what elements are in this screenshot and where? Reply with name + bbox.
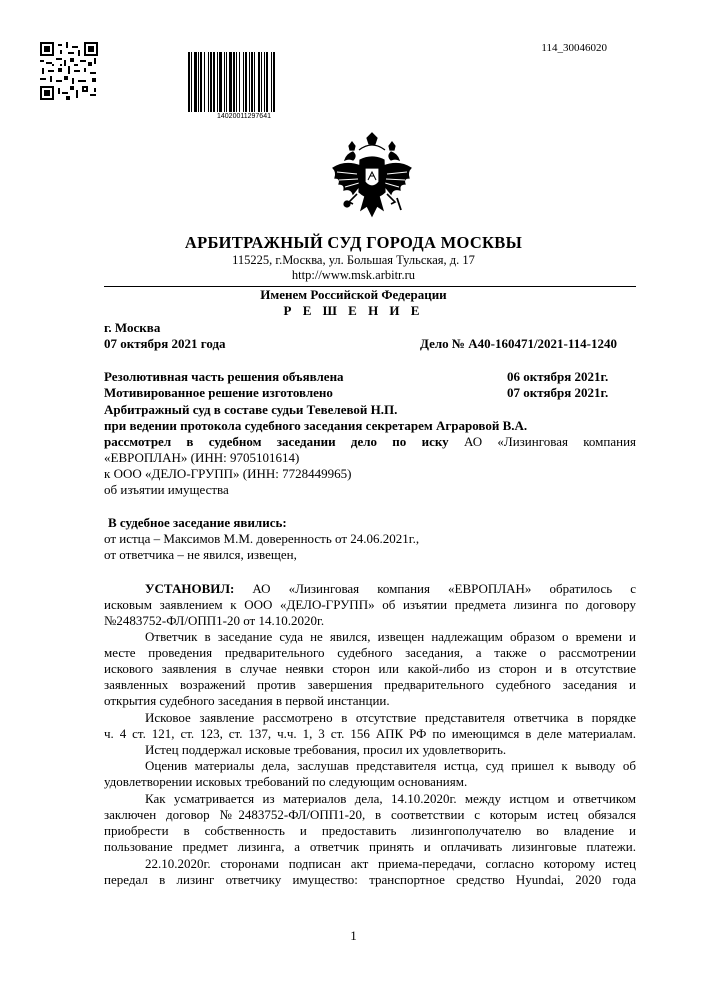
barcode-bar bbox=[239, 52, 240, 112]
coat-of-arms-icon bbox=[327, 132, 417, 224]
defendant-line: к ООО «ДЕЛО-ГРУПП» (ИНН: 7728449965) bbox=[104, 466, 352, 481]
body-line-13: удовлетворении исковых требований по следующим основаниям. bbox=[104, 774, 468, 789]
resolution-label: Резолютивная часть решения объявлена bbox=[104, 369, 344, 384]
barcode-bar bbox=[188, 52, 190, 112]
page-number: 1 bbox=[350, 928, 357, 943]
secretary-line: при ведении протокола судебного заседания секретарем Аграровой В.А. bbox=[104, 418, 528, 433]
barcode-bar bbox=[200, 52, 202, 112]
body-line-19: передал в лизинг ответчику имущество: транспортное средство Hyundai, 2020 года bbox=[104, 872, 636, 887]
established-label: УСТАНОВИЛ: bbox=[145, 581, 235, 596]
body-line-5: месте проведения предварительного судебного заседания, а также о рассмотрении bbox=[104, 645, 636, 660]
court-url: http://www.msk.arbitr.ru bbox=[291, 268, 416, 282]
barcode-bar bbox=[204, 52, 205, 112]
in-the-name-heading: Именем Российской Федерации bbox=[260, 287, 447, 302]
barcode-bar bbox=[261, 52, 262, 112]
barcode-bar bbox=[191, 52, 192, 112]
barcode-bar bbox=[254, 52, 255, 112]
considered-line bbox=[104, 434, 636, 450]
body-line-7: заявленных возражений против завершения предварительного судебного заседания и bbox=[104, 677, 636, 692]
barcode-bar bbox=[264, 52, 265, 112]
barcode-bar bbox=[233, 52, 235, 112]
body-line-1: УСТАНОВИЛ: АО «Лизинговая компания «ЕВРОПЛАН» обратилось с bbox=[145, 581, 636, 596]
barcode-bar bbox=[251, 52, 253, 112]
barcode-bar bbox=[194, 52, 197, 112]
barcode-bar bbox=[236, 52, 237, 112]
plaintiff-line: «ЕВРОПЛАН» (ИНН: 9705101614) bbox=[104, 450, 300, 465]
barcode-bar bbox=[266, 52, 268, 112]
body-line-10: ч. 4 ст. 121, ст. 123, ст. 137, ч.ч. 1, 3 ст. 156 АПК РФ по имеющимся в деле материалам. bbox=[104, 726, 636, 741]
body-line-17: пользование предмет лизинга, а ответчик принять и оплачивать лизинговые платежи. bbox=[104, 839, 636, 854]
court-name: АРБИТРАЖНЫЙ СУД ГОРОДА МОСКВЫ bbox=[184, 233, 523, 252]
decision-date: 07 октября 2021 года bbox=[104, 336, 226, 351]
body-line-4: Ответчик в заседание суда не явился, извещен надлежащим образом о времени и bbox=[145, 629, 636, 644]
body-line-15: заключен договор №2483752-ФЛ/ОПП1-20, в соответствии с которым истец обязался bbox=[104, 807, 636, 822]
barcode-bar bbox=[217, 52, 218, 112]
body-line-2: исковым заявлением к ООО «ДЕЛО-ГРУПП» об изъятии предмета лизинга по договору bbox=[104, 597, 636, 612]
body-line-8: открытия судебного заседания в первой инстанции. bbox=[104, 693, 390, 708]
body-line-18: 22.10.2020г. сторонами подписан акт приема-передачи, согласно которому истец bbox=[145, 856, 636, 871]
barcode-bar bbox=[219, 52, 222, 112]
qr-code bbox=[40, 42, 98, 100]
barcode-bar bbox=[245, 52, 247, 112]
body-line-3: №2483752-ФЛ/ОПП1-20 от 14.10.2020г. bbox=[104, 613, 325, 628]
attendance-plaintiff: от истца – Максимов М.М. доверенность от 24.06.2021г., bbox=[104, 531, 420, 546]
barcode-bar bbox=[273, 52, 275, 112]
subject-line: об изъятии имущества bbox=[104, 482, 229, 497]
barcode-bar bbox=[198, 52, 199, 112]
reasoned-label: Мотивированное решение изготовлено bbox=[104, 385, 333, 400]
court-address: 115225, г.Москва, ул. Большая Тульская, д. 17 bbox=[232, 253, 475, 267]
barcode-bar bbox=[210, 52, 212, 112]
resolution-date: 06 октября 2021г. bbox=[507, 369, 609, 384]
city: г. Москва bbox=[104, 320, 161, 335]
body-line-9: Исковое заявление рассмотрено в отсутствие представителя ответчика в порядке bbox=[145, 710, 636, 725]
considered-bold: рассмотрел в судебном заседании дело по иску bbox=[104, 434, 449, 449]
document-id: 114_30046020 bbox=[541, 42, 607, 54]
barcode-bar bbox=[258, 52, 260, 112]
judge-line: Арбитражный суд в составе судьи Тевелевой Н.П. bbox=[104, 402, 398, 417]
barcode-bar bbox=[243, 52, 244, 112]
barcode-bar bbox=[249, 52, 250, 112]
attendance-heading: В судебное заседание явились: bbox=[108, 515, 287, 530]
body-line-12: Оценив материалы дела, заслушав представителя истца, суд пришел к выводу об bbox=[145, 758, 636, 773]
reasoned-date: 07 октября 2021г. bbox=[507, 385, 609, 400]
case-number: Дело № А40-160471/2021-114-1240 bbox=[420, 336, 617, 351]
body-line-6: искового заявления в случае неявки сторон или какой-либо из сторон и в отсутствие bbox=[104, 661, 636, 676]
body-line-14: Как усматривается из материалов дела, 14.10.2020г. между истцом и ответчиком bbox=[145, 791, 636, 806]
barcode-bar bbox=[271, 52, 272, 112]
barcode bbox=[188, 52, 300, 112]
body-line-16: приобрести в собственность и предоставить лизингополучателю во владение и bbox=[104, 823, 636, 838]
attendance-defendant: от ответчика – не явился, извещен, bbox=[104, 547, 297, 562]
barcode-bar bbox=[208, 52, 209, 112]
decision-heading: Р Е Ш Е Н И Е bbox=[283, 303, 424, 318]
barcode-bar bbox=[226, 52, 227, 112]
barcode-number: 14020011297641 bbox=[217, 113, 271, 120]
barcode-bar bbox=[229, 52, 232, 112]
considered-rest: АО «Лизинговая компания bbox=[448, 434, 637, 449]
barcode-bar bbox=[213, 52, 215, 112]
body-line-11: Истец поддержал исковые требования, просил их удовлетворить. bbox=[145, 742, 507, 757]
barcode-bar bbox=[224, 52, 225, 112]
